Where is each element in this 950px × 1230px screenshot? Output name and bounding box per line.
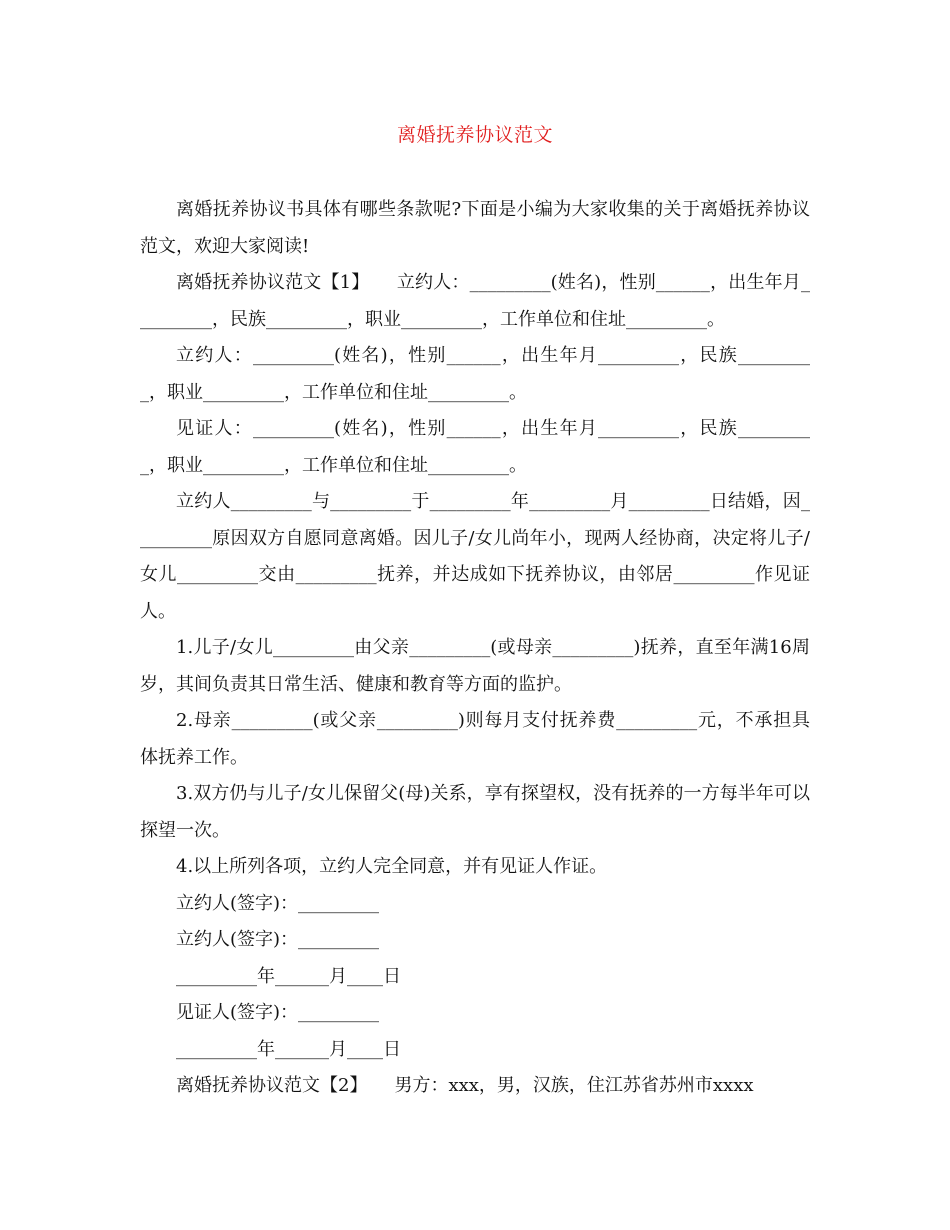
signature-line-1: 立约人(签字)：_________: [176, 892, 380, 914]
clause-1-paragraph: 1.儿子/女儿_________由父亲_________(或母亲_________)抚养，直至年满16周岁，其间负责其日常生活、健康和教育等方面的监护。: [140, 637, 810, 695]
witness-signature-line: 见证人(签字)：_________: [176, 1002, 380, 1023]
date-line-2: _________年______月____日: [176, 1038, 401, 1060]
document-title: 离婚抚养协议范文: [396, 124, 553, 146]
signature-line-2: 立约人(签字)：_________: [176, 929, 380, 950]
party-2-paragraph: 立约人：_________(姓名)，性别______，出生年月_________，民族_________，职业_________，工作单位和住址_________。: [140, 345, 810, 403]
date-line-1: _________年______月____日: [176, 965, 401, 987]
agreement-paragraph: 立约人_________与_________于_________年_________月_________日结婚，因_________原因双方自愿同意离婚。因儿子/女儿尚年小，现两人经协商，决定将儿子/女儿_________交由_________抚养，并达成如下抚养协议，由邻居_________作见证人。: [140, 491, 810, 622]
sample-2-header-paragraph: 离婚抚养协议范文【2】 男方：xxx，男，汉族，住江苏省苏州市xxxx: [176, 1075, 754, 1096]
sample-1-header-paragraph: 离婚抚养协议范文【1】 立约人：_________(姓名)，性别______，出生年月_________，民族_________，职业_________，工作单位和住址_________。: [140, 272, 810, 330]
clause-2-paragraph: 2.母亲_________(或父亲_________)则每月支付抚养费_________元，不承担具体抚养工作。: [140, 710, 810, 768]
clause-4-paragraph: 4.以上所列各项，立约人完全同意，并有见证人作证。: [176, 856, 608, 877]
clause-3-paragraph: 3.双方仍与儿子/女儿保留父(母)关系，享有探望权，没有抚养的一方每半年可以探望一次。: [140, 783, 810, 841]
document-body: [140, 192, 810, 1105]
intro-paragraph: 离婚抚养协议书具体有哪些条款呢?下面是小编为大家收集的关于离婚抚养协议范文，欢迎大家阅读!: [140, 199, 810, 257]
witness-paragraph: 见证人：_________(姓名)，性别______，出生年月_________，民族_________，职业_________，工作单位和住址_________。: [140, 418, 810, 476]
